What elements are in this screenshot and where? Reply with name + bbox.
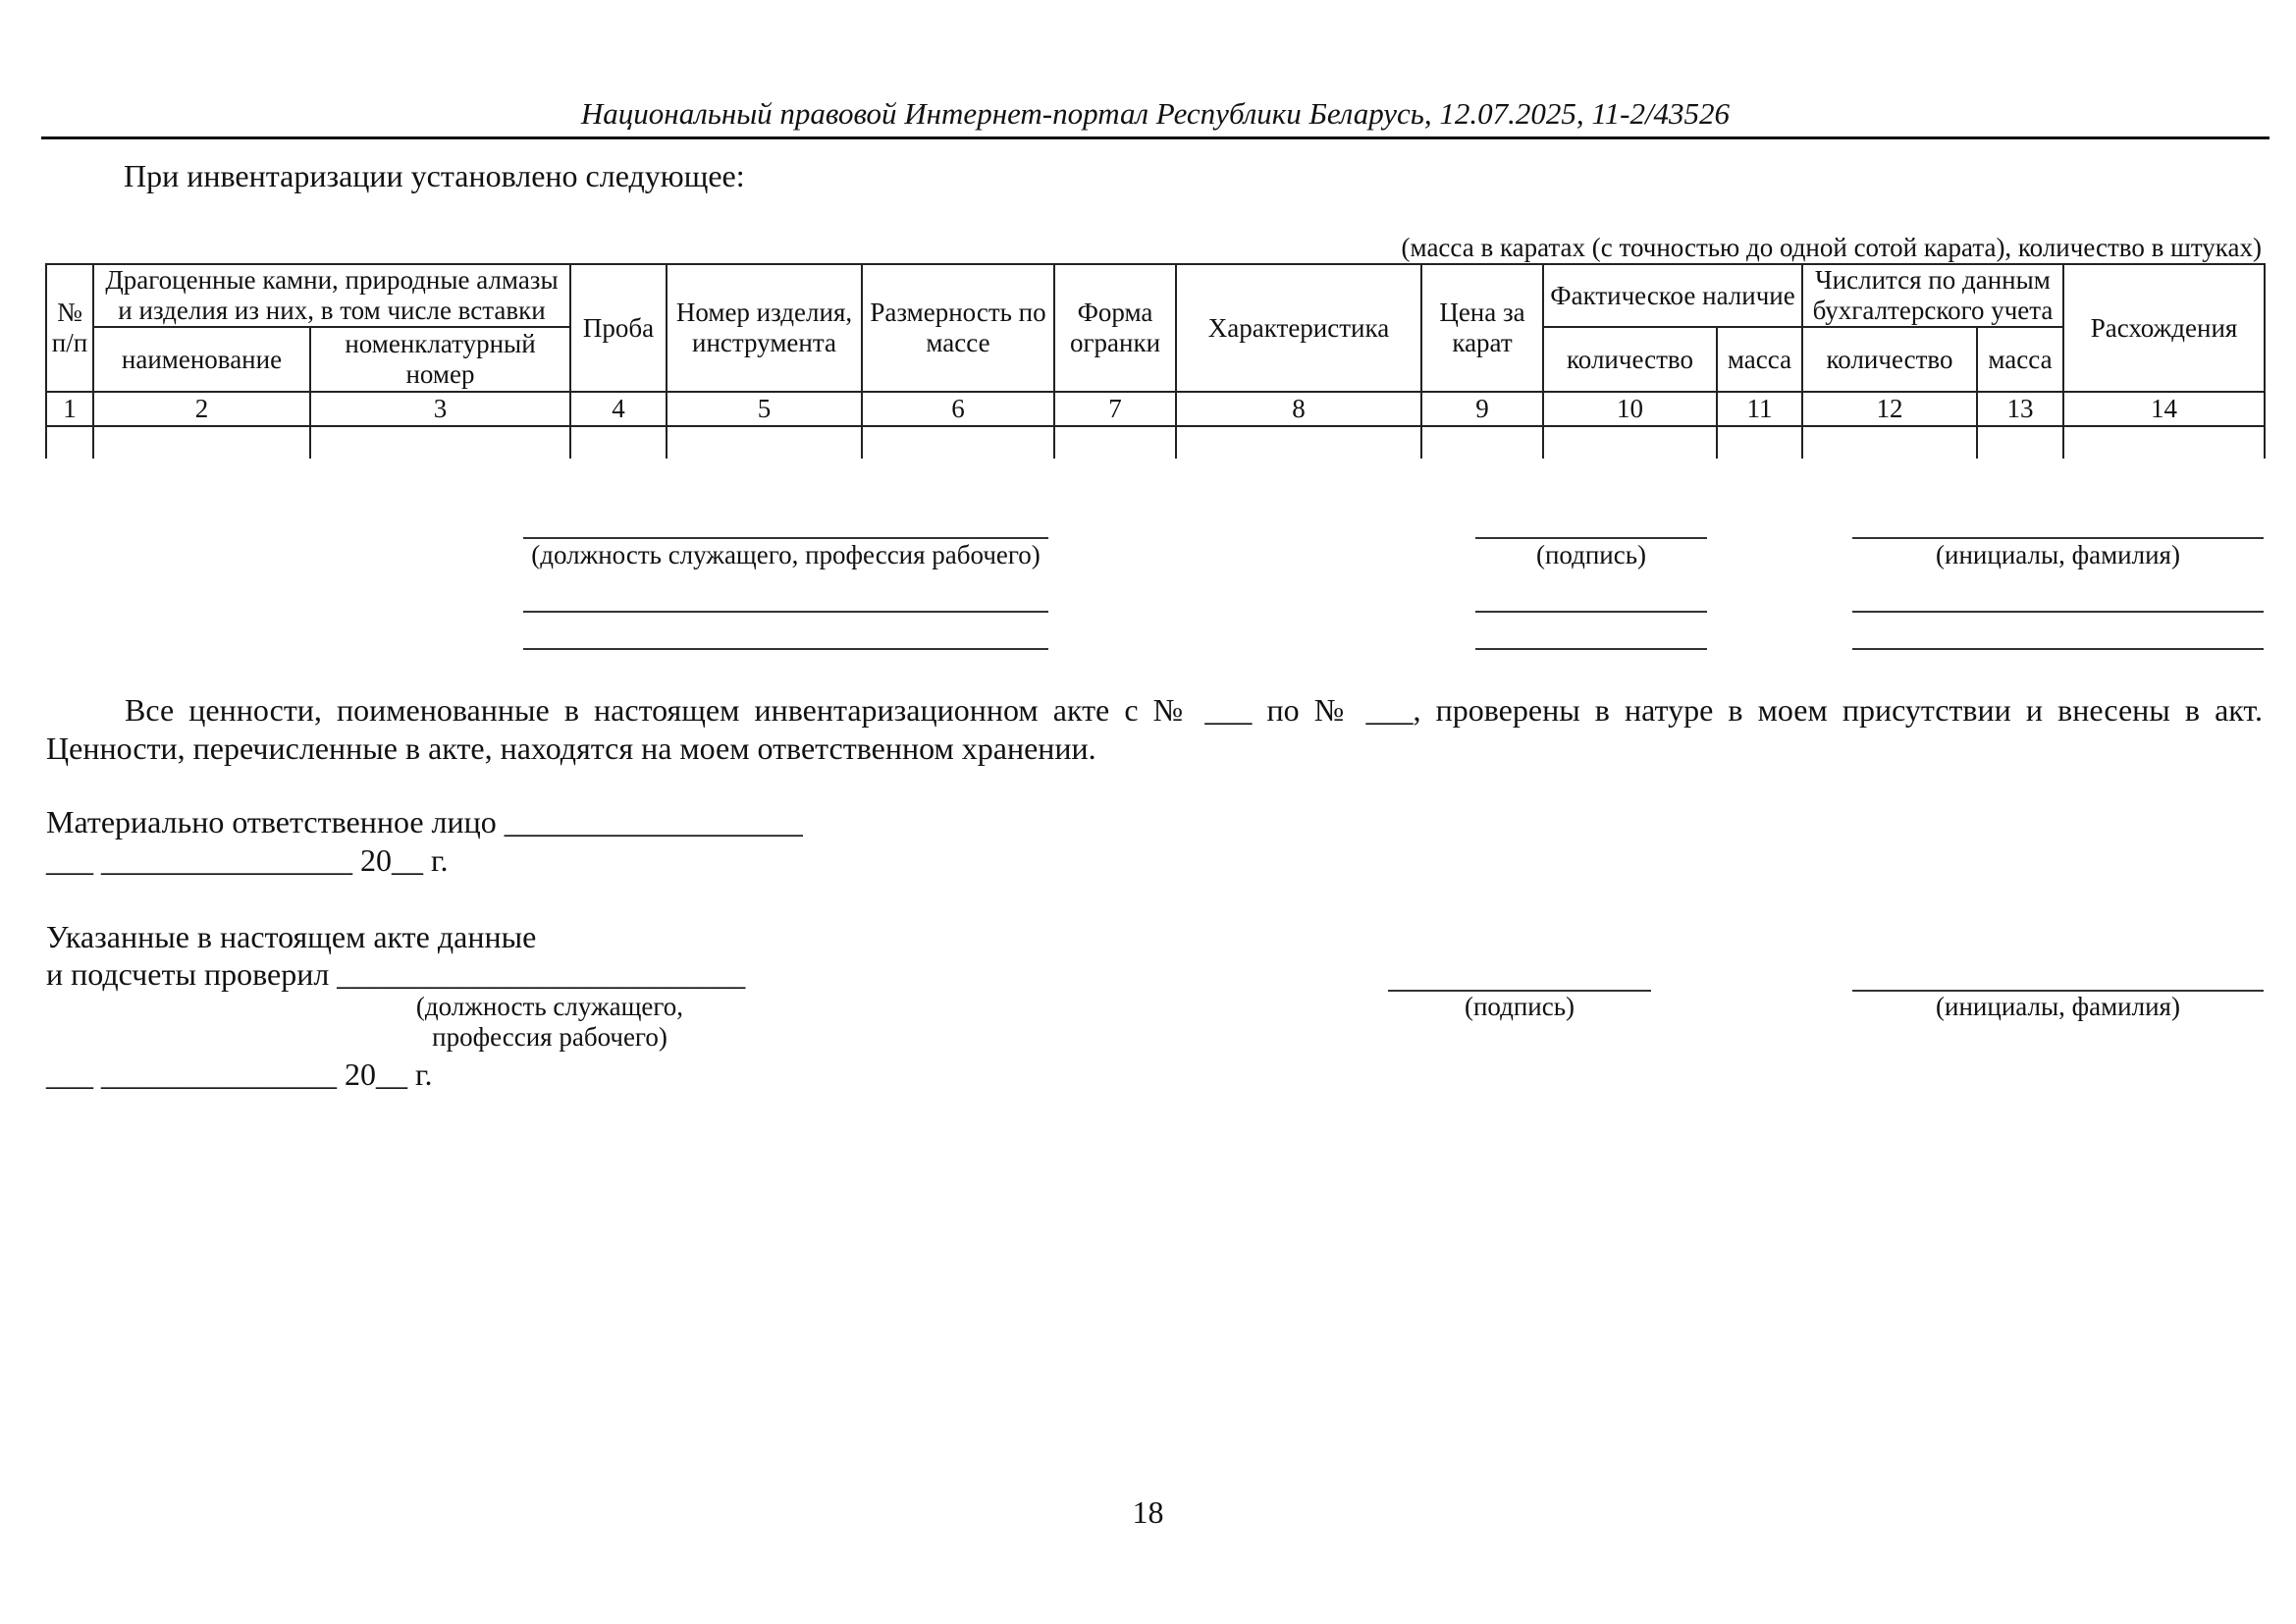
table-cell[interactable] bbox=[1543, 426, 1717, 459]
table-cell[interactable] bbox=[93, 426, 310, 459]
column-number: 3 bbox=[310, 392, 570, 426]
column-number: 7 bbox=[1054, 392, 1176, 426]
empty-data-row bbox=[46, 426, 2265, 459]
column-number: 2 bbox=[93, 392, 310, 426]
header-nomenclature: номенклатурный номер bbox=[310, 327, 570, 392]
header-price: Цена за карат bbox=[1421, 264, 1543, 392]
header-assay: Проба bbox=[570, 264, 667, 392]
caption-line: (должность служащего, bbox=[415, 992, 684, 1021]
table-cell[interactable] bbox=[570, 426, 667, 459]
verified-date: ___ _______________ 20__ г. bbox=[46, 1056, 433, 1092]
signature-line[interactable] bbox=[1475, 648, 1707, 650]
header-item-number: Номер изделия, инструмента bbox=[667, 264, 862, 392]
initials-line[interactable] bbox=[1852, 611, 2264, 613]
responsible-person: Материально ответственное лицо ___________________ bbox=[46, 804, 803, 839]
header-actual-quantity: количество bbox=[1543, 327, 1717, 392]
page-number: 18 bbox=[1132, 1494, 1164, 1530]
header-stones-group: Драгоценные камни, природные алмазы и изделия из них, в том числе вставки bbox=[93, 264, 570, 327]
header-cut: Форма огранки bbox=[1054, 264, 1176, 392]
table-cell[interactable] bbox=[862, 426, 1054, 459]
initials-line[interactable] bbox=[1852, 537, 2264, 539]
table-cell[interactable] bbox=[1421, 426, 1543, 459]
header-characteristic: Характеристика bbox=[1176, 264, 1421, 392]
header-accounting-quantity: количество bbox=[1802, 327, 1977, 392]
header-accounting-group: Числится по данным бухгалтерского учета bbox=[1802, 264, 2063, 327]
verified-signature-caption: (подпись) bbox=[1464, 992, 1575, 1021]
column-number: 1 bbox=[46, 392, 93, 426]
column-number: 11 bbox=[1717, 392, 1802, 426]
header-rule bbox=[41, 136, 2269, 139]
units-note: (масса в каратах (с точностью до одной сотой карата), количество в штуках) bbox=[1401, 233, 2262, 262]
table-cell[interactable] bbox=[1717, 426, 1802, 459]
table-cell[interactable] bbox=[1977, 426, 2063, 459]
header-difference: Расхождения bbox=[2063, 264, 2265, 392]
responsible-date: ___ ________________ 20__ г. bbox=[46, 842, 449, 878]
verified-line-1: Указанные в настоящем акте данные bbox=[46, 919, 537, 954]
inventory-table bbox=[45, 263, 2266, 459]
column-numbers-row bbox=[46, 392, 2265, 426]
column-number: 6 bbox=[862, 392, 1054, 426]
statement-paragraph bbox=[46, 691, 2263, 768]
table-cell[interactable] bbox=[1802, 426, 1977, 459]
table-cell[interactable] bbox=[46, 426, 93, 459]
header-accounting-mass: масса bbox=[1977, 327, 2063, 392]
position-line[interactable] bbox=[523, 611, 1048, 613]
column-number: 13 bbox=[1977, 392, 2063, 426]
initials-caption: (инициалы, фамилия) bbox=[1936, 540, 2180, 569]
table-cell[interactable] bbox=[1054, 426, 1176, 459]
column-number: 14 bbox=[2063, 392, 2265, 426]
signature-line[interactable] bbox=[1475, 611, 1707, 613]
statement-line-2: Ценности, перечисленные в акте, находятся на моем ответственном хранении. bbox=[46, 731, 1096, 766]
document-header: Национальный правовой Интернет-портал Республики Беларусь, 12.07.2025, 11-2/43526 bbox=[580, 96, 1731, 131]
header-no: № п/п bbox=[46, 264, 93, 392]
header-actual-group: Фактическое наличие bbox=[1543, 264, 1802, 327]
verified-initials-caption: (инициалы, фамилия) bbox=[1936, 992, 2180, 1021]
header-size: Размерность по массе bbox=[862, 264, 1054, 392]
position-line[interactable] bbox=[523, 537, 1048, 539]
signature-line[interactable] bbox=[1475, 537, 1707, 539]
column-number: 5 bbox=[667, 392, 862, 426]
column-number: 12 bbox=[1802, 392, 1977, 426]
verified-position-caption bbox=[353, 992, 746, 1053]
table-cell[interactable] bbox=[1176, 426, 1421, 459]
column-number: 4 bbox=[570, 392, 667, 426]
column-number: 10 bbox=[1543, 392, 1717, 426]
table-cell[interactable] bbox=[310, 426, 570, 459]
table-cell[interactable] bbox=[2063, 426, 2265, 459]
caption-line: профессия рабочего) bbox=[432, 1022, 667, 1053]
position-caption: (должность служащего, профессия рабочего) bbox=[531, 540, 1041, 569]
header-name: наименование bbox=[93, 327, 310, 392]
signature-caption: (подпись) bbox=[1535, 540, 1647, 569]
table-cell[interactable] bbox=[667, 426, 862, 459]
initials-line[interactable] bbox=[1852, 648, 2264, 650]
intro-text: При инвентаризации установлено следующее: bbox=[124, 158, 745, 193]
column-number: 8 bbox=[1176, 392, 1421, 426]
verified-line-2: и подсчеты проверил __________________________ bbox=[46, 956, 746, 992]
header-actual-mass: масса bbox=[1717, 327, 1802, 392]
statement-line-1: Все ценности, поименованные в настоящем инвентаризационном акте с № ___ по № ___, проверены в натуре в моем присутствии и внесены в акт. bbox=[125, 692, 2263, 728]
column-number: 9 bbox=[1421, 392, 1543, 426]
position-line[interactable] bbox=[523, 648, 1048, 650]
